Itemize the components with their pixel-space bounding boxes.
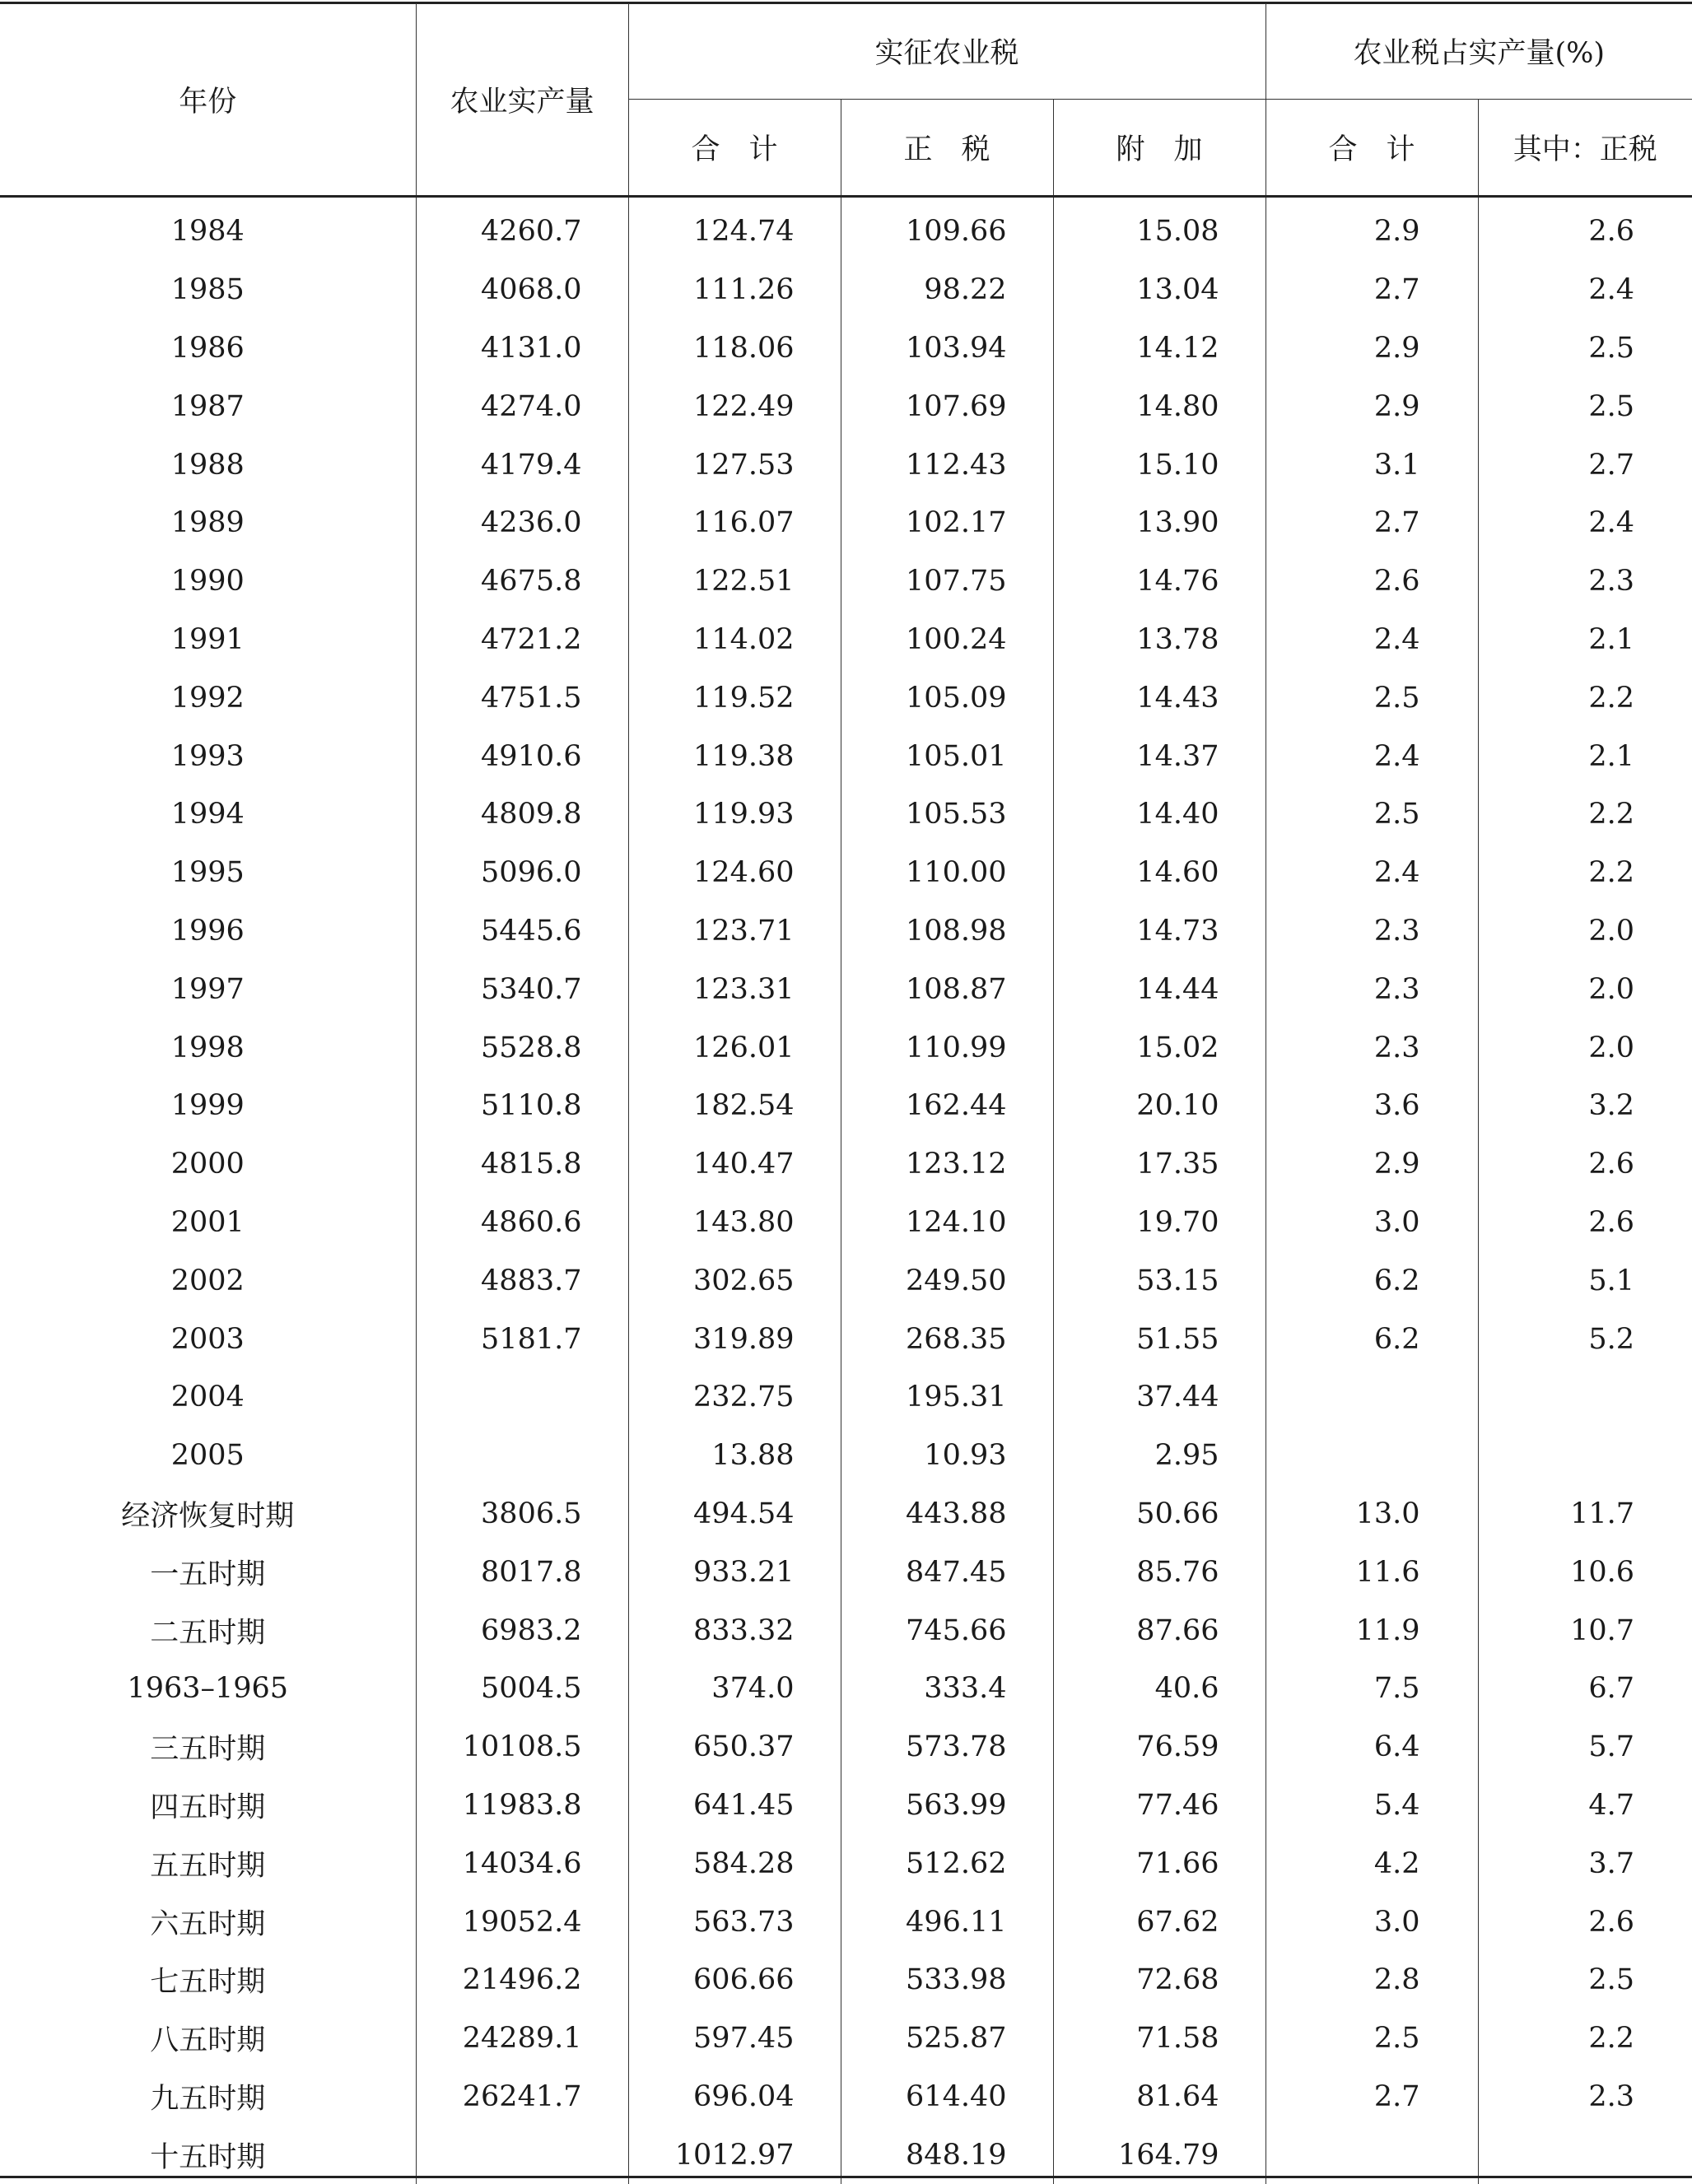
- ratio-total-cell: 11.6: [1266, 1543, 1478, 1601]
- tax-total-cell: 126.01: [628, 1018, 841, 1077]
- year-cell: 2005: [0, 1427, 416, 1485]
- ratio-main-cell: 2.1: [1478, 611, 1692, 669]
- tax-main-cell: 112.43: [841, 435, 1053, 494]
- tax-surcharge-cell: 14.12: [1053, 319, 1266, 378]
- ratio-main-cell: 2.6: [1478, 1135, 1692, 1194]
- ratio-main-cell: 2.5: [1478, 377, 1692, 435]
- year-cell: 2001: [0, 1194, 416, 1252]
- ratio-main-cell: 2.2: [1478, 785, 1692, 844]
- table-row: [0, 960, 1692, 1018]
- table-bottom-rule: [0, 2176, 1692, 2178]
- table-header: [0, 3, 1692, 197]
- header-tax-total: 合 计: [628, 100, 841, 197]
- output-cell: 4675.8: [416, 552, 628, 611]
- tax-surcharge-cell: 17.35: [1053, 1135, 1266, 1194]
- year-cell: 八五时期: [0, 2009, 416, 2068]
- table-row: [0, 377, 1692, 435]
- ratio-total-cell: 5.4: [1266, 1777, 1478, 1835]
- year-cell: 1991: [0, 611, 416, 669]
- ratio-total-cell: 2.4: [1266, 844, 1478, 902]
- tax-surcharge-cell: 19.70: [1053, 1194, 1266, 1252]
- year-cell: 二五时期: [0, 1601, 416, 1660]
- tax-main-cell: 333.4: [841, 1660, 1053, 1718]
- ratio-total-cell: 7.5: [1266, 1660, 1478, 1718]
- tax-main-cell: 496.11: [841, 1893, 1053, 1951]
- tax-total-cell: 119.93: [628, 785, 841, 844]
- tax-main-cell: 249.50: [841, 1251, 1053, 1310]
- ratio-main-cell: 2.2: [1478, 2009, 1692, 2068]
- year-cell: 1997: [0, 960, 416, 1018]
- ratio-total-cell: 2.4: [1266, 611, 1478, 669]
- tax-main-cell: 563.99: [841, 1777, 1053, 1835]
- year-cell: 2000: [0, 1135, 416, 1194]
- tax-total-cell: 119.38: [628, 727, 841, 785]
- tax-main-cell: 525.87: [841, 2009, 1053, 2068]
- table-row: [0, 2009, 1692, 2068]
- tax-total-cell: 606.66: [628, 1951, 841, 2009]
- ratio-main-cell: 2.6: [1478, 197, 1692, 261]
- tax-total-cell: 182.54: [628, 1077, 841, 1135]
- table-row: [0, 1893, 1692, 1951]
- tax-main-cell: 10.93: [841, 1427, 1053, 1485]
- tax-main-cell: 268.35: [841, 1310, 1053, 1368]
- ratio-total-cell: 2.7: [1266, 2068, 1478, 2126]
- ratio-main-cell: [1478, 1368, 1692, 1427]
- tax-surcharge-cell: 85.76: [1053, 1543, 1266, 1601]
- table-row: [0, 844, 1692, 902]
- tax-main-cell: 848.19: [841, 2126, 1053, 2184]
- tax-total-cell: 641.45: [628, 1777, 841, 1835]
- tax-surcharge-cell: 76.59: [1053, 1718, 1266, 1777]
- ratio-main-cell: 2.2: [1478, 844, 1692, 902]
- table-row: [0, 611, 1692, 669]
- output-cell: 4815.8: [416, 1135, 628, 1194]
- tax-main-cell: 100.24: [841, 611, 1053, 669]
- tax-surcharge-cell: 13.04: [1053, 261, 1266, 319]
- year-cell: 2002: [0, 1251, 416, 1310]
- output-cell: [416, 1427, 628, 1485]
- tax-total-cell: 1012.97: [628, 2126, 841, 2184]
- table-row: [0, 1135, 1692, 1194]
- table-row: [0, 785, 1692, 844]
- year-cell: 1986: [0, 319, 416, 378]
- tax-main-cell: 614.40: [841, 2068, 1053, 2126]
- ratio-main-cell: 2.0: [1478, 960, 1692, 1018]
- table-row: [0, 1077, 1692, 1135]
- tax-total-cell: 696.04: [628, 2068, 841, 2126]
- output-cell: 4721.2: [416, 611, 628, 669]
- output-cell: 4910.6: [416, 727, 628, 785]
- output-cell: 4260.7: [416, 197, 628, 261]
- ratio-main-cell: 2.5: [1478, 1951, 1692, 2009]
- year-cell: 2003: [0, 1310, 416, 1368]
- tax-surcharge-cell: 14.44: [1053, 960, 1266, 1018]
- output-cell: [416, 1368, 628, 1427]
- table-row: [0, 1660, 1692, 1718]
- output-cell: 14034.6: [416, 1834, 628, 1893]
- tax-main-cell: 107.75: [841, 552, 1053, 611]
- tax-surcharge-cell: 15.08: [1053, 197, 1266, 261]
- tax-surcharge-cell: 67.62: [1053, 1893, 1266, 1951]
- tax-surcharge-cell: 71.66: [1053, 1834, 1266, 1893]
- output-cell: 8017.8: [416, 1543, 628, 1601]
- year-cell: 六五时期: [0, 1893, 416, 1951]
- table-row: [0, 1251, 1692, 1310]
- output-cell: 4179.4: [416, 435, 628, 494]
- tax-total-cell: 124.60: [628, 844, 841, 902]
- table-row: [0, 1310, 1692, 1368]
- ratio-main-cell: 5.1: [1478, 1251, 1692, 1310]
- output-cell: 4236.0: [416, 494, 628, 552]
- ratio-total-cell: 2.5: [1266, 785, 1478, 844]
- table-row: [0, 1777, 1692, 1835]
- header-ratio-total: 合 计: [1266, 100, 1478, 197]
- output-cell: 5110.8: [416, 1077, 628, 1135]
- ratio-total-cell: 2.5: [1266, 668, 1478, 727]
- tax-main-cell: 123.12: [841, 1135, 1053, 1194]
- ratio-total-cell: 2.6: [1266, 552, 1478, 611]
- ratio-total-cell: 2.5: [1266, 2009, 1478, 2068]
- tax-surcharge-cell: 81.64: [1053, 2068, 1266, 2126]
- table-row: [0, 2068, 1692, 2126]
- tax-main-cell: 573.78: [841, 1718, 1053, 1777]
- tax-main-cell: 98.22: [841, 261, 1053, 319]
- table-row: [0, 1485, 1692, 1544]
- ratio-total-cell: [1266, 1368, 1478, 1427]
- ratio-total-cell: 2.7: [1266, 494, 1478, 552]
- tax-total-cell: 302.65: [628, 1251, 841, 1310]
- tax-total-cell: 597.45: [628, 2009, 841, 2068]
- tax-surcharge-cell: 40.6: [1053, 1660, 1266, 1718]
- tax-main-cell: 847.45: [841, 1543, 1053, 1601]
- tax-main-cell: 107.69: [841, 377, 1053, 435]
- output-cell: 4883.7: [416, 1251, 628, 1310]
- tax-surcharge-cell: 164.79: [1053, 2126, 1266, 2184]
- tax-total-cell: 232.75: [628, 1368, 841, 1427]
- output-cell: 21496.2: [416, 1951, 628, 2009]
- tax-total-cell: 118.06: [628, 319, 841, 378]
- table-row: [0, 197, 1692, 261]
- ratio-main-cell: 10.6: [1478, 1543, 1692, 1601]
- agricultural-tax-table: [0, 3, 1692, 2184]
- tax-surcharge-cell: 13.90: [1053, 494, 1266, 552]
- ratio-total-cell: 2.9: [1266, 319, 1478, 378]
- ratio-main-cell: 2.0: [1478, 902, 1692, 961]
- year-cell: 1985: [0, 261, 416, 319]
- ratio-main-cell: 2.6: [1478, 1194, 1692, 1252]
- output-cell: 5181.7: [416, 1310, 628, 1368]
- table-row: [0, 1951, 1692, 2009]
- output-cell: 5096.0: [416, 844, 628, 902]
- year-cell: 十五时期: [0, 2126, 416, 2184]
- year-cell: 1990: [0, 552, 416, 611]
- table-row: [0, 494, 1692, 552]
- year-cell: 1963–1965: [0, 1660, 416, 1718]
- ratio-total-cell: 3.1: [1266, 435, 1478, 494]
- ratio-main-cell: 2.6: [1478, 1893, 1692, 1951]
- output-cell: 4809.8: [416, 785, 628, 844]
- tax-surcharge-cell: 15.02: [1053, 1018, 1266, 1077]
- ratio-total-cell: 6.2: [1266, 1310, 1478, 1368]
- table-row: [0, 435, 1692, 494]
- tax-total-cell: 833.32: [628, 1601, 841, 1660]
- ratio-main-cell: 2.4: [1478, 494, 1692, 552]
- ratio-total-cell: 6.4: [1266, 1718, 1478, 1777]
- year-cell: 1994: [0, 785, 416, 844]
- output-cell: 4860.6: [416, 1194, 628, 1252]
- tax-surcharge-cell: 20.10: [1053, 1077, 1266, 1135]
- year-cell: 一五时期: [0, 1543, 416, 1601]
- year-cell: 五五时期: [0, 1834, 416, 1893]
- output-cell: 24289.1: [416, 2009, 628, 2068]
- tax-total-cell: 13.88: [628, 1427, 841, 1485]
- tax-main-cell: 105.09: [841, 668, 1053, 727]
- year-cell: 七五时期: [0, 1951, 416, 2009]
- table-row: [0, 1018, 1692, 1077]
- tax-main-cell: 512.62: [841, 1834, 1053, 1893]
- tax-total-cell: 140.47: [628, 1135, 841, 1194]
- header-ratio-main: 其中：正税: [1478, 100, 1692, 197]
- table-row: [0, 1427, 1692, 1485]
- table-row: [0, 1543, 1692, 1601]
- ratio-total-cell: 2.9: [1266, 1135, 1478, 1194]
- year-cell: 1996: [0, 902, 416, 961]
- ratio-main-cell: 2.1: [1478, 727, 1692, 785]
- ratio-main-cell: 10.7: [1478, 1601, 1692, 1660]
- tax-main-cell: 745.66: [841, 1601, 1053, 1660]
- tax-total-cell: 650.37: [628, 1718, 841, 1777]
- tax-main-cell: 110.99: [841, 1018, 1053, 1077]
- tax-total-cell: 123.71: [628, 902, 841, 961]
- tax-surcharge-cell: 50.66: [1053, 1485, 1266, 1544]
- tax-surcharge-cell: 2.95: [1053, 1427, 1266, 1485]
- table-row: [0, 1834, 1692, 1893]
- tax-surcharge-cell: 15.10: [1053, 435, 1266, 494]
- year-cell: 1993: [0, 727, 416, 785]
- tax-total-cell: 933.21: [628, 1543, 841, 1601]
- ratio-total-cell: 13.0: [1266, 1485, 1478, 1544]
- ratio-main-cell: 5.2: [1478, 1310, 1692, 1368]
- tax-surcharge-cell: 13.78: [1053, 611, 1266, 669]
- tax-main-cell: 108.98: [841, 902, 1053, 961]
- output-cell: 4751.5: [416, 668, 628, 727]
- table-row: [0, 1368, 1692, 1427]
- ratio-main-cell: [1478, 1427, 1692, 1485]
- table-row: [0, 1718, 1692, 1777]
- table-row: [0, 727, 1692, 785]
- output-cell: 3806.5: [416, 1485, 628, 1544]
- tax-main-cell: 124.10: [841, 1194, 1053, 1252]
- output-cell: 6983.2: [416, 1601, 628, 1660]
- year-cell: 三五时期: [0, 1718, 416, 1777]
- table-row: [0, 668, 1692, 727]
- tax-main-cell: 443.88: [841, 1485, 1053, 1544]
- tax-main-cell: 105.01: [841, 727, 1053, 785]
- tax-surcharge-cell: 51.55: [1053, 1310, 1266, 1368]
- output-cell: 19052.4: [416, 1893, 628, 1951]
- tax-total-cell: 584.28: [628, 1834, 841, 1893]
- output-cell: 4068.0: [416, 261, 628, 319]
- table-row: [0, 1601, 1692, 1660]
- ratio-total-cell: 3.0: [1266, 1893, 1478, 1951]
- output-cell: 10108.5: [416, 1718, 628, 1777]
- tax-total-cell: 116.07: [628, 494, 841, 552]
- year-cell: 1989: [0, 494, 416, 552]
- tax-total-cell: 124.74: [628, 197, 841, 261]
- output-cell: 4274.0: [416, 377, 628, 435]
- tax-total-cell: 114.02: [628, 611, 841, 669]
- output-cell: 5528.8: [416, 1018, 628, 1077]
- ratio-total-cell: 6.2: [1266, 1251, 1478, 1310]
- ratio-total-cell: [1266, 1427, 1478, 1485]
- tax-main-cell: 103.94: [841, 319, 1053, 378]
- table-row: [0, 261, 1692, 319]
- tax-total-cell: 374.0: [628, 1660, 841, 1718]
- tax-total-cell: 123.31: [628, 960, 841, 1018]
- tax-surcharge-cell: 87.66: [1053, 1601, 1266, 1660]
- output-cell: 11983.8: [416, 1777, 628, 1835]
- tax-total-cell: 494.54: [628, 1485, 841, 1544]
- tax-total-cell: 122.51: [628, 552, 841, 611]
- ratio-total-cell: 2.9: [1266, 197, 1478, 261]
- ratio-main-cell: 2.2: [1478, 668, 1692, 727]
- ratio-main-cell: 5.7: [1478, 1718, 1692, 1777]
- tax-surcharge-cell: 14.37: [1053, 727, 1266, 785]
- ratio-main-cell: 4.7: [1478, 1777, 1692, 1835]
- ratio-main-cell: 3.7: [1478, 1834, 1692, 1893]
- ratio-total-cell: 2.4: [1266, 727, 1478, 785]
- table-body: [0, 197, 1692, 2184]
- header-tax-group: 实征农业税: [628, 3, 1266, 100]
- tax-surcharge-cell: 14.80: [1053, 377, 1266, 435]
- year-cell: 1995: [0, 844, 416, 902]
- ratio-main-cell: 2.7: [1478, 435, 1692, 494]
- tax-main-cell: 109.66: [841, 197, 1053, 261]
- header-tax-main: 正 税: [841, 100, 1053, 197]
- year-cell: 1988: [0, 435, 416, 494]
- ratio-total-cell: 2.3: [1266, 1018, 1478, 1077]
- ratio-total-cell: 4.2: [1266, 1834, 1478, 1893]
- header-year: 年份: [0, 3, 416, 197]
- tax-surcharge-cell: 72.68: [1053, 1951, 1266, 2009]
- ratio-main-cell: 11.7: [1478, 1485, 1692, 1544]
- output-cell: 4131.0: [416, 319, 628, 378]
- year-cell: 1999: [0, 1077, 416, 1135]
- tax-main-cell: 105.53: [841, 785, 1053, 844]
- ratio-main-cell: 6.7: [1478, 1660, 1692, 1718]
- tax-surcharge-cell: 37.44: [1053, 1368, 1266, 1427]
- table-row: [0, 552, 1692, 611]
- year-cell: 2004: [0, 1368, 416, 1427]
- tax-surcharge-cell: 14.76: [1053, 552, 1266, 611]
- header-ratio-group: 农业税占实产量(%): [1266, 3, 1692, 100]
- tax-surcharge-cell: 53.15: [1053, 1251, 1266, 1310]
- tax-main-cell: 195.31: [841, 1368, 1053, 1427]
- ratio-main-cell: 2.3: [1478, 2068, 1692, 2126]
- ratio-total-cell: 3.0: [1266, 1194, 1478, 1252]
- tax-total-cell: 111.26: [628, 261, 841, 319]
- ratio-total-cell: 2.8: [1266, 1951, 1478, 2009]
- data-table-container: [0, 3, 1692, 2184]
- tax-surcharge-cell: 14.60: [1053, 844, 1266, 902]
- output-cell: 26241.7: [416, 2068, 628, 2126]
- ratio-main-cell: 2.0: [1478, 1018, 1692, 1077]
- tax-total-cell: 319.89: [628, 1310, 841, 1368]
- ratio-total-cell: 2.3: [1266, 960, 1478, 1018]
- tax-main-cell: 102.17: [841, 494, 1053, 552]
- tax-surcharge-cell: 14.40: [1053, 785, 1266, 844]
- table-row: [0, 1194, 1692, 1252]
- year-cell: 1987: [0, 377, 416, 435]
- ratio-total-cell: 2.7: [1266, 261, 1478, 319]
- ratio-total-cell: 2.3: [1266, 902, 1478, 961]
- output-cell: 5445.6: [416, 902, 628, 961]
- ratio-main-cell: 2.3: [1478, 552, 1692, 611]
- tax-total-cell: 127.53: [628, 435, 841, 494]
- ratio-main-cell: 2.5: [1478, 319, 1692, 378]
- tax-surcharge-cell: 14.43: [1053, 668, 1266, 727]
- table-row: [0, 319, 1692, 378]
- year-cell: 九五时期: [0, 2068, 416, 2126]
- tax-surcharge-cell: 77.46: [1053, 1777, 1266, 1835]
- output-cell: 5004.5: [416, 1660, 628, 1718]
- header-tax-surcharge: 附 加: [1053, 100, 1266, 197]
- header-output: 农业实产量: [416, 3, 628, 197]
- ratio-total-cell: 2.9: [1266, 377, 1478, 435]
- year-cell: 1992: [0, 668, 416, 727]
- table-row: [0, 902, 1692, 961]
- year-cell: 经济恢复时期: [0, 1485, 416, 1544]
- tax-surcharge-cell: 14.73: [1053, 902, 1266, 961]
- ratio-main-cell: 3.2: [1478, 1077, 1692, 1135]
- tax-main-cell: 533.98: [841, 1951, 1053, 2009]
- year-cell: 1998: [0, 1018, 416, 1077]
- tax-total-cell: 122.49: [628, 377, 841, 435]
- tax-surcharge-cell: 71.58: [1053, 2009, 1266, 2068]
- tax-main-cell: 162.44: [841, 1077, 1053, 1135]
- tax-main-cell: 110.00: [841, 844, 1053, 902]
- tax-total-cell: 563.73: [628, 1893, 841, 1951]
- output-cell: 5340.7: [416, 960, 628, 1018]
- tax-total-cell: 119.52: [628, 668, 841, 727]
- ratio-main-cell: 2.4: [1478, 261, 1692, 319]
- year-cell: 1984: [0, 197, 416, 261]
- tax-main-cell: 108.87: [841, 960, 1053, 1018]
- ratio-total-cell: 11.9: [1266, 1601, 1478, 1660]
- year-cell: 四五时期: [0, 1777, 416, 1835]
- ratio-total-cell: 3.6: [1266, 1077, 1478, 1135]
- tax-total-cell: 143.80: [628, 1194, 841, 1252]
